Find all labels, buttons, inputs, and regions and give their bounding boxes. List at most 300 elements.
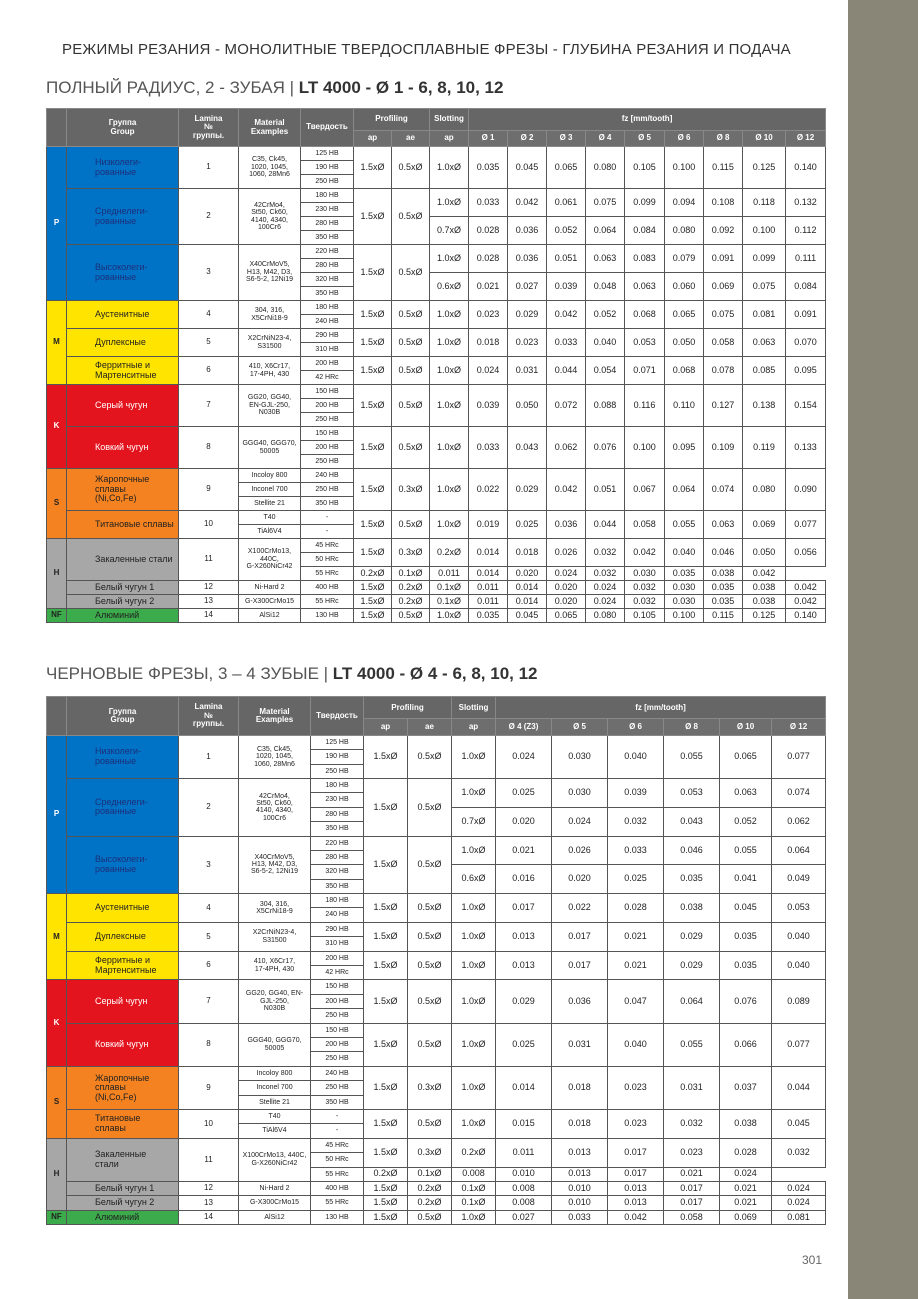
slotting-ap: 0.6xØ (430, 273, 469, 301)
feed-value: 0.042 (743, 567, 786, 581)
feed-value: 0.084 (625, 217, 665, 245)
hardness-value: 250 HB (311, 1009, 364, 1023)
feed-value: 0.032 (586, 567, 625, 581)
feed-value: 0.050 (743, 539, 786, 567)
hardness-value: 350 HB (311, 822, 364, 836)
feed-value: 0.061 (547, 189, 586, 217)
head-diameter: Ø 5 (625, 131, 665, 147)
feed-value: 0.024 (552, 807, 608, 836)
feed-value: 0.015 (496, 1109, 552, 1138)
hardness-value: 55 HRc (311, 1196, 364, 1210)
feed-value: 0.037 (720, 1066, 772, 1109)
feed-value: 0.021 (469, 273, 508, 301)
profiling-ae: 0.5xØ (392, 245, 430, 301)
lamina-number: 7 (179, 980, 239, 1023)
hardness-value: 42 HRc (311, 966, 364, 980)
slotting-ap: 1.0xØ (430, 245, 469, 273)
feed-value: 0.020 (508, 567, 547, 581)
head-slotting-ap: ap (430, 131, 469, 147)
feed-value: 0.071 (625, 357, 665, 385)
feed-value: 0.020 (547, 581, 586, 595)
hardness-value: - (301, 511, 354, 525)
material-group-name: Закаленные стали (67, 1138, 179, 1181)
group-code: P (47, 147, 67, 301)
feed-value: 0.022 (552, 894, 608, 923)
slotting-ap: 0.1xØ (430, 581, 469, 595)
material-examples: X40CrMoV5, H13, M42, D3, S6-5-2, 12Ni19 (239, 836, 311, 894)
hardness-value: 250 HB (301, 175, 354, 189)
feed-value: 0.017 (552, 951, 608, 980)
profiling-ap: 1.5xØ (354, 511, 392, 539)
slotting-ap: 0.1xØ (408, 1167, 452, 1181)
material-examples: C35, Ck45, 1020, 1045, 1060, 28Mn6 (239, 147, 301, 189)
head-diameter: Ø 1 (469, 131, 508, 147)
feed-value: 0.038 (743, 581, 786, 595)
hardness-value: 320 HB (311, 865, 364, 879)
feed-value: 0.040 (665, 539, 704, 567)
slotting-ap: 0.6xØ (452, 865, 496, 894)
feed-value: 0.033 (469, 189, 508, 217)
feed-value: 0.035 (469, 147, 508, 189)
table-row (47, 1138, 826, 1152)
material-examples: Ni-Hard 2 (239, 1181, 311, 1195)
profiling-ae: 0.2xØ (392, 581, 430, 595)
feed-value: 0.038 (704, 567, 743, 581)
feed-value: 0.017 (552, 922, 608, 951)
feed-value: 0.021 (496, 836, 552, 865)
feed-value: 0.077 (786, 511, 826, 539)
hardness-value: 310 HB (301, 343, 354, 357)
hardness-value: 130 HB (311, 1210, 364, 1224)
feed-value: 0.024 (720, 1167, 772, 1181)
head-slotting-ap: ap (452, 719, 496, 735)
feed-value: 0.052 (547, 217, 586, 245)
feed-value: 0.010 (496, 1167, 552, 1181)
profiling-ae: 0.5xØ (408, 1023, 452, 1066)
profiling-ae: 0.5xØ (408, 778, 452, 836)
profiling-ap: 1.5xØ (364, 735, 408, 778)
feed-value: 0.051 (586, 469, 625, 511)
feed-value: 0.119 (743, 427, 786, 469)
material-example: Incoloy 800 (239, 1066, 311, 1080)
feed-value: 0.035 (720, 922, 772, 951)
feed-value: 0.038 (664, 894, 720, 923)
profiling-ae: 0.2xØ (354, 567, 392, 581)
feed-value: 0.050 (665, 329, 704, 357)
head-diameter: Ø 10 (720, 719, 772, 735)
head-diameter: Ø 12 (772, 719, 826, 735)
profiling-ae: 0.5xØ (392, 609, 430, 623)
head-diameter: Ø 2 (508, 131, 547, 147)
material-examples: GGG40, GGG70, 50005 (239, 427, 301, 469)
head-diameter: Ø 8 (664, 719, 720, 735)
table2-title-bold: LT 4000 - Ø 4 - 6, 8, 10, 12 (332, 664, 538, 683)
profiling-ap: 1.5xØ (364, 1210, 408, 1224)
feed-value: 0.116 (625, 385, 665, 427)
feed-value: 0.017 (608, 1167, 664, 1181)
slotting-ap: 0.2xØ (430, 539, 469, 567)
profiling-ae: 0.3xØ (408, 1066, 452, 1109)
feed-value: 0.013 (496, 922, 552, 951)
hardness-value: - (301, 525, 354, 539)
feed-value: 0.077 (772, 735, 826, 778)
group-code: H (47, 539, 67, 609)
feed-value: 0.043 (508, 427, 547, 469)
slotting-ap: 1.0xØ (430, 357, 469, 385)
table-row (47, 1181, 826, 1195)
hardness-value: 180 HB (311, 894, 364, 908)
group-code: K (47, 385, 67, 469)
lamina-number: 14 (179, 609, 239, 623)
material-group-name: Алюминий (67, 1210, 179, 1224)
feed-value: 0.010 (552, 1181, 608, 1195)
table-row (47, 189, 826, 203)
head-diameter: Ø 6 (608, 719, 664, 735)
group-code: K (47, 980, 67, 1066)
material-group-name: Титановые сплавы (67, 511, 179, 539)
feed-value: 0.019 (469, 511, 508, 539)
profiling-ae: 0.5xØ (392, 147, 430, 189)
material-group-name: Низколеги- рованные (67, 147, 179, 189)
profiling-ae: 0.3xØ (392, 469, 430, 511)
feed-value: 0.066 (720, 1023, 772, 1066)
material-group-name: Дуплексные (67, 329, 179, 357)
material-group-name: Алюминий (67, 609, 179, 623)
feed-value: 0.065 (547, 609, 586, 623)
feed-value: 0.040 (772, 922, 826, 951)
feed-value: 0.014 (469, 539, 508, 567)
hardness-value: 50 HRc (311, 1153, 364, 1167)
feed-value: 0.023 (608, 1109, 664, 1138)
hardness-value: 190 HB (311, 750, 364, 764)
feed-value: 0.011 (469, 595, 508, 609)
feed-value: 0.014 (508, 595, 547, 609)
hardness-value: 220 HB (311, 836, 364, 850)
group-code: S (47, 469, 67, 539)
group-code: M (47, 894, 67, 980)
feed-value: 0.023 (608, 1066, 664, 1109)
profiling-ae: 0.5xØ (392, 301, 430, 329)
feed-value: 0.016 (496, 865, 552, 894)
feed-value: 0.085 (743, 357, 786, 385)
slotting-ap: 1.0xØ (452, 1066, 496, 1109)
feed-value: 0.013 (608, 1196, 664, 1210)
feed-value: 0.030 (665, 581, 704, 595)
material-group-name: Жаропочные сплавы (Ni,Co,Fe) (67, 1066, 179, 1109)
head-lamina: Lamina № группы. (179, 109, 239, 147)
feed-value: 0.028 (720, 1138, 772, 1167)
profiling-ae: 0.3xØ (408, 1138, 452, 1167)
profiling-ae: 0.5xØ (392, 189, 430, 245)
lamina-number: 2 (179, 189, 239, 245)
head-slotting: Slotting (430, 109, 469, 131)
material-example: TiAl6V4 (239, 1124, 311, 1138)
slotting-ap: 0.1xØ (452, 1196, 496, 1210)
feed-value: 0.092 (704, 217, 743, 245)
feed-value: 0.063 (586, 245, 625, 273)
head-diameter: Ø 4 (586, 131, 625, 147)
feed-value: 0.032 (625, 581, 665, 595)
material-group-name: Белый чугун 2 (67, 1196, 179, 1210)
slotting-ap: 1.0xØ (452, 735, 496, 778)
feed-value: 0.029 (508, 301, 547, 329)
feed-value: 0.052 (586, 301, 625, 329)
feed-value: 0.068 (625, 301, 665, 329)
hardness-value: 150 HB (301, 385, 354, 399)
feed-value: 0.074 (772, 778, 826, 807)
material-group-name: Жаропочные сплавы (Ni,Co,Fe) (67, 469, 179, 511)
slotting-ap: 1.0xØ (452, 1023, 496, 1066)
hardness-value: 200 HB (311, 1037, 364, 1051)
feed-value: 0.011 (430, 567, 469, 581)
feed-value: 0.044 (547, 357, 586, 385)
feed-value: 0.110 (665, 385, 704, 427)
head-profiling: Profiling (364, 697, 452, 719)
material-group-name: Закаленные стали (67, 539, 179, 581)
feed-value: 0.062 (547, 427, 586, 469)
hardness-value: 240 HB (301, 469, 354, 483)
profiling-ap: 1.5xØ (354, 301, 392, 329)
feed-value: 0.056 (786, 539, 826, 567)
hardness-value: 350 HB (301, 231, 354, 245)
lamina-number: 6 (179, 357, 239, 385)
profiling-ap: 1.5xØ (354, 189, 392, 245)
slotting-ap: 1.0xØ (430, 329, 469, 357)
hardness-value: 250 HB (301, 413, 354, 427)
hardness-value: 240 HB (301, 315, 354, 329)
head-diameter: Ø 5 (552, 719, 608, 735)
lamina-number: 10 (179, 1109, 239, 1138)
feed-value: 0.030 (552, 735, 608, 778)
feed-value: 0.045 (772, 1109, 826, 1138)
feed-value: 0.014 (508, 581, 547, 595)
feed-value: 0.099 (625, 189, 665, 217)
material-example: Stellite 21 (239, 497, 301, 511)
feed-value: 0.023 (508, 329, 547, 357)
lamina-number: 4 (179, 301, 239, 329)
material-group-name: Ферритные и Мартенситные (67, 357, 179, 385)
feed-value: 0.039 (547, 273, 586, 301)
head-fz: fz [mm/tooth] (469, 109, 826, 131)
slotting-ap: 1.0xØ (430, 469, 469, 511)
hardness-value: 200 HB (301, 357, 354, 371)
slotting-ap: 1.0xØ (452, 980, 496, 1023)
profiling-ap: 1.5xØ (354, 357, 392, 385)
feed-value: 0.021 (608, 922, 664, 951)
material-examples: X2CrNiN23-4, S31500 (239, 922, 311, 951)
profiling-ap: 1.5xØ (364, 1109, 408, 1138)
feed-value: 0.050 (508, 385, 547, 427)
feed-value: 0.020 (547, 595, 586, 609)
profiling-ap: 1.5xØ (354, 147, 392, 189)
material-examples: Ni-Hard 2 (239, 581, 301, 595)
feed-value: 0.042 (547, 469, 586, 511)
material-group-name: Ковкий чугун (67, 1023, 179, 1066)
table-row (47, 609, 826, 623)
feed-value: 0.108 (704, 189, 743, 217)
feed-value: 0.021 (608, 951, 664, 980)
profiling-ap: 1.5xØ (364, 778, 408, 836)
hardness-value: 230 HB (311, 793, 364, 807)
feed-value: 0.075 (743, 273, 786, 301)
hardness-value: 220 HB (301, 245, 354, 259)
feed-value: 0.030 (552, 778, 608, 807)
slotting-ap: 0.7xØ (452, 807, 496, 836)
table2-title (46, 664, 538, 684)
feed-value: 0.100 (625, 427, 665, 469)
head-profiling-ap: ap (364, 719, 408, 735)
material-example: T40 (239, 511, 301, 525)
lamina-number: 8 (179, 427, 239, 469)
feed-value: 0.018 (469, 329, 508, 357)
slotting-ap: 1.0xØ (452, 951, 496, 980)
feed-value: 0.035 (665, 567, 704, 581)
feed-value: 0.046 (664, 836, 720, 865)
hardness-value: 250 HB (301, 455, 354, 469)
feed-value: 0.038 (743, 595, 786, 609)
hardness-value: 180 HB (311, 778, 364, 792)
feed-value: 0.042 (786, 581, 826, 595)
feed-value: 0.100 (665, 147, 704, 189)
table-row (47, 894, 826, 908)
group-code: H (47, 1138, 67, 1210)
material-example: TiAl6V4 (239, 525, 301, 539)
hardness-value: 310 HB (311, 937, 364, 951)
feed-value: 0.032 (664, 1109, 720, 1138)
material-examples: 304, 316, X5CrNi18-9 (239, 301, 301, 329)
profiling-ap: 1.5xØ (354, 427, 392, 469)
table-row (47, 511, 826, 525)
feed-value: 0.027 (496, 1210, 552, 1224)
feed-value: 0.084 (786, 273, 826, 301)
feed-value: 0.079 (665, 245, 704, 273)
feed-value: 0.024 (469, 357, 508, 385)
head-hardness: Твердость (311, 697, 364, 736)
feed-value: 0.018 (552, 1109, 608, 1138)
hardness-value: 45 HRc (301, 539, 354, 553)
feed-value: 0.017 (496, 894, 552, 923)
feed-value: 0.070 (786, 329, 826, 357)
head-diameter: Ø 6 (665, 131, 704, 147)
feed-value: 0.105 (625, 609, 665, 623)
feed-value: 0.064 (665, 469, 704, 511)
material-group-name: Белый чугун 1 (67, 581, 179, 595)
profiling-ae: 0.5xØ (408, 836, 452, 894)
material-examples: X40CrMoV5, H13, M42, D3, S6-5-2, 12Ni19 (239, 245, 301, 301)
material-group-name: Серый чугун (67, 980, 179, 1023)
head-slotting: Slotting (452, 697, 496, 719)
feed-value: 0.011 (496, 1138, 552, 1167)
profiling-ap: 1.5xØ (354, 245, 392, 301)
feed-value: 0.051 (547, 245, 586, 273)
lamina-number: 11 (179, 539, 239, 581)
table1-title-bold: LT 4000 - Ø 1 - 6, 8, 10, 12 (298, 78, 504, 97)
head-group: Группа Group (67, 109, 179, 147)
head-group: Группа Group (67, 697, 179, 736)
material-examples: X100CrMo13, 440C, G-X260NiCr42 (239, 539, 301, 581)
feed-value: 0.048 (586, 273, 625, 301)
feed-value: 0.053 (772, 894, 826, 923)
hardness-value: 400 HB (301, 581, 354, 595)
table-row (47, 922, 826, 936)
feed-value: 0.069 (720, 1210, 772, 1224)
feed-value: 0.047 (608, 980, 664, 1023)
profiling-ae: 0.3xØ (392, 539, 430, 567)
material-example: Incoloy 800 (239, 469, 301, 483)
feed-value: 0.060 (665, 273, 704, 301)
profiling-ae: 0.5xØ (392, 329, 430, 357)
group-code: NF (47, 609, 67, 623)
feed-value: 0.067 (625, 469, 665, 511)
feed-value: 0.040 (586, 329, 625, 357)
feed-value: 0.024 (586, 581, 625, 595)
material-example: T40 (239, 1109, 311, 1123)
feed-value: 0.076 (720, 980, 772, 1023)
profiling-ae: 0.2xØ (408, 1196, 452, 1210)
feed-value: 0.083 (625, 245, 665, 273)
feed-value: 0.032 (608, 807, 664, 836)
head-hardness: Твердость (301, 109, 354, 147)
profiling-ae: 0.5xØ (392, 511, 430, 539)
feed-value: 0.140 (786, 147, 826, 189)
feed-value: 0.118 (743, 189, 786, 217)
lamina-number: 1 (179, 735, 239, 778)
slotting-ap: 1.0xØ (430, 147, 469, 189)
feed-value: 0.080 (586, 147, 625, 189)
feed-value: 0.018 (552, 1066, 608, 1109)
hardness-value: 320 HB (301, 273, 354, 287)
feed-value: 0.074 (704, 469, 743, 511)
feed-value: 0.042 (625, 539, 665, 567)
feed-value: 0.021 (720, 1181, 772, 1195)
feed-value: 0.058 (704, 329, 743, 357)
material-examples: X2CrNiN23-4, S31500 (239, 329, 301, 357)
feed-value: 0.115 (704, 147, 743, 189)
lamina-number: 14 (179, 1210, 239, 1224)
feed-value: 0.138 (743, 385, 786, 427)
feed-value: 0.020 (496, 807, 552, 836)
feed-value: 0.063 (720, 778, 772, 807)
feed-value: 0.038 (720, 1109, 772, 1138)
feed-value: 0.088 (586, 385, 625, 427)
feed-value: 0.081 (772, 1210, 826, 1224)
slotting-ap: 1.0xØ (430, 511, 469, 539)
feed-value: 0.032 (772, 1138, 826, 1167)
feed-value: 0.031 (508, 357, 547, 385)
feed-value: 0.045 (720, 894, 772, 923)
material-group-name: Аустенитные (67, 894, 179, 923)
feed-value: 0.014 (496, 1066, 552, 1109)
hardness-value: 125 HB (301, 147, 354, 161)
feed-value: 0.046 (704, 539, 743, 567)
feed-value: 0.024 (772, 1196, 826, 1210)
material-examples: 304, 316, X5CrNi18-9 (239, 894, 311, 923)
feed-value: 0.021 (664, 1167, 720, 1181)
profiling-ae: 0.5xØ (392, 385, 430, 427)
feed-value: 0.133 (786, 427, 826, 469)
material-group-name: Среднелеги- рованные (67, 189, 179, 245)
feed-value: 0.100 (743, 217, 786, 245)
material-group-name: Ферритные и Мартенситные (67, 951, 179, 980)
lamina-number: 5 (179, 329, 239, 357)
feed-value: 0.125 (743, 609, 786, 623)
lamina-number: 3 (179, 836, 239, 894)
hardness-value: - (311, 1109, 364, 1123)
hardness-value: 250 HB (311, 1052, 364, 1066)
hardness-value: 350 HB (301, 497, 354, 511)
material-examples: 42CrMo4, St50, Ck60, 4140, 4340, 100Cr6 (239, 778, 311, 836)
feed-value: 0.063 (743, 329, 786, 357)
